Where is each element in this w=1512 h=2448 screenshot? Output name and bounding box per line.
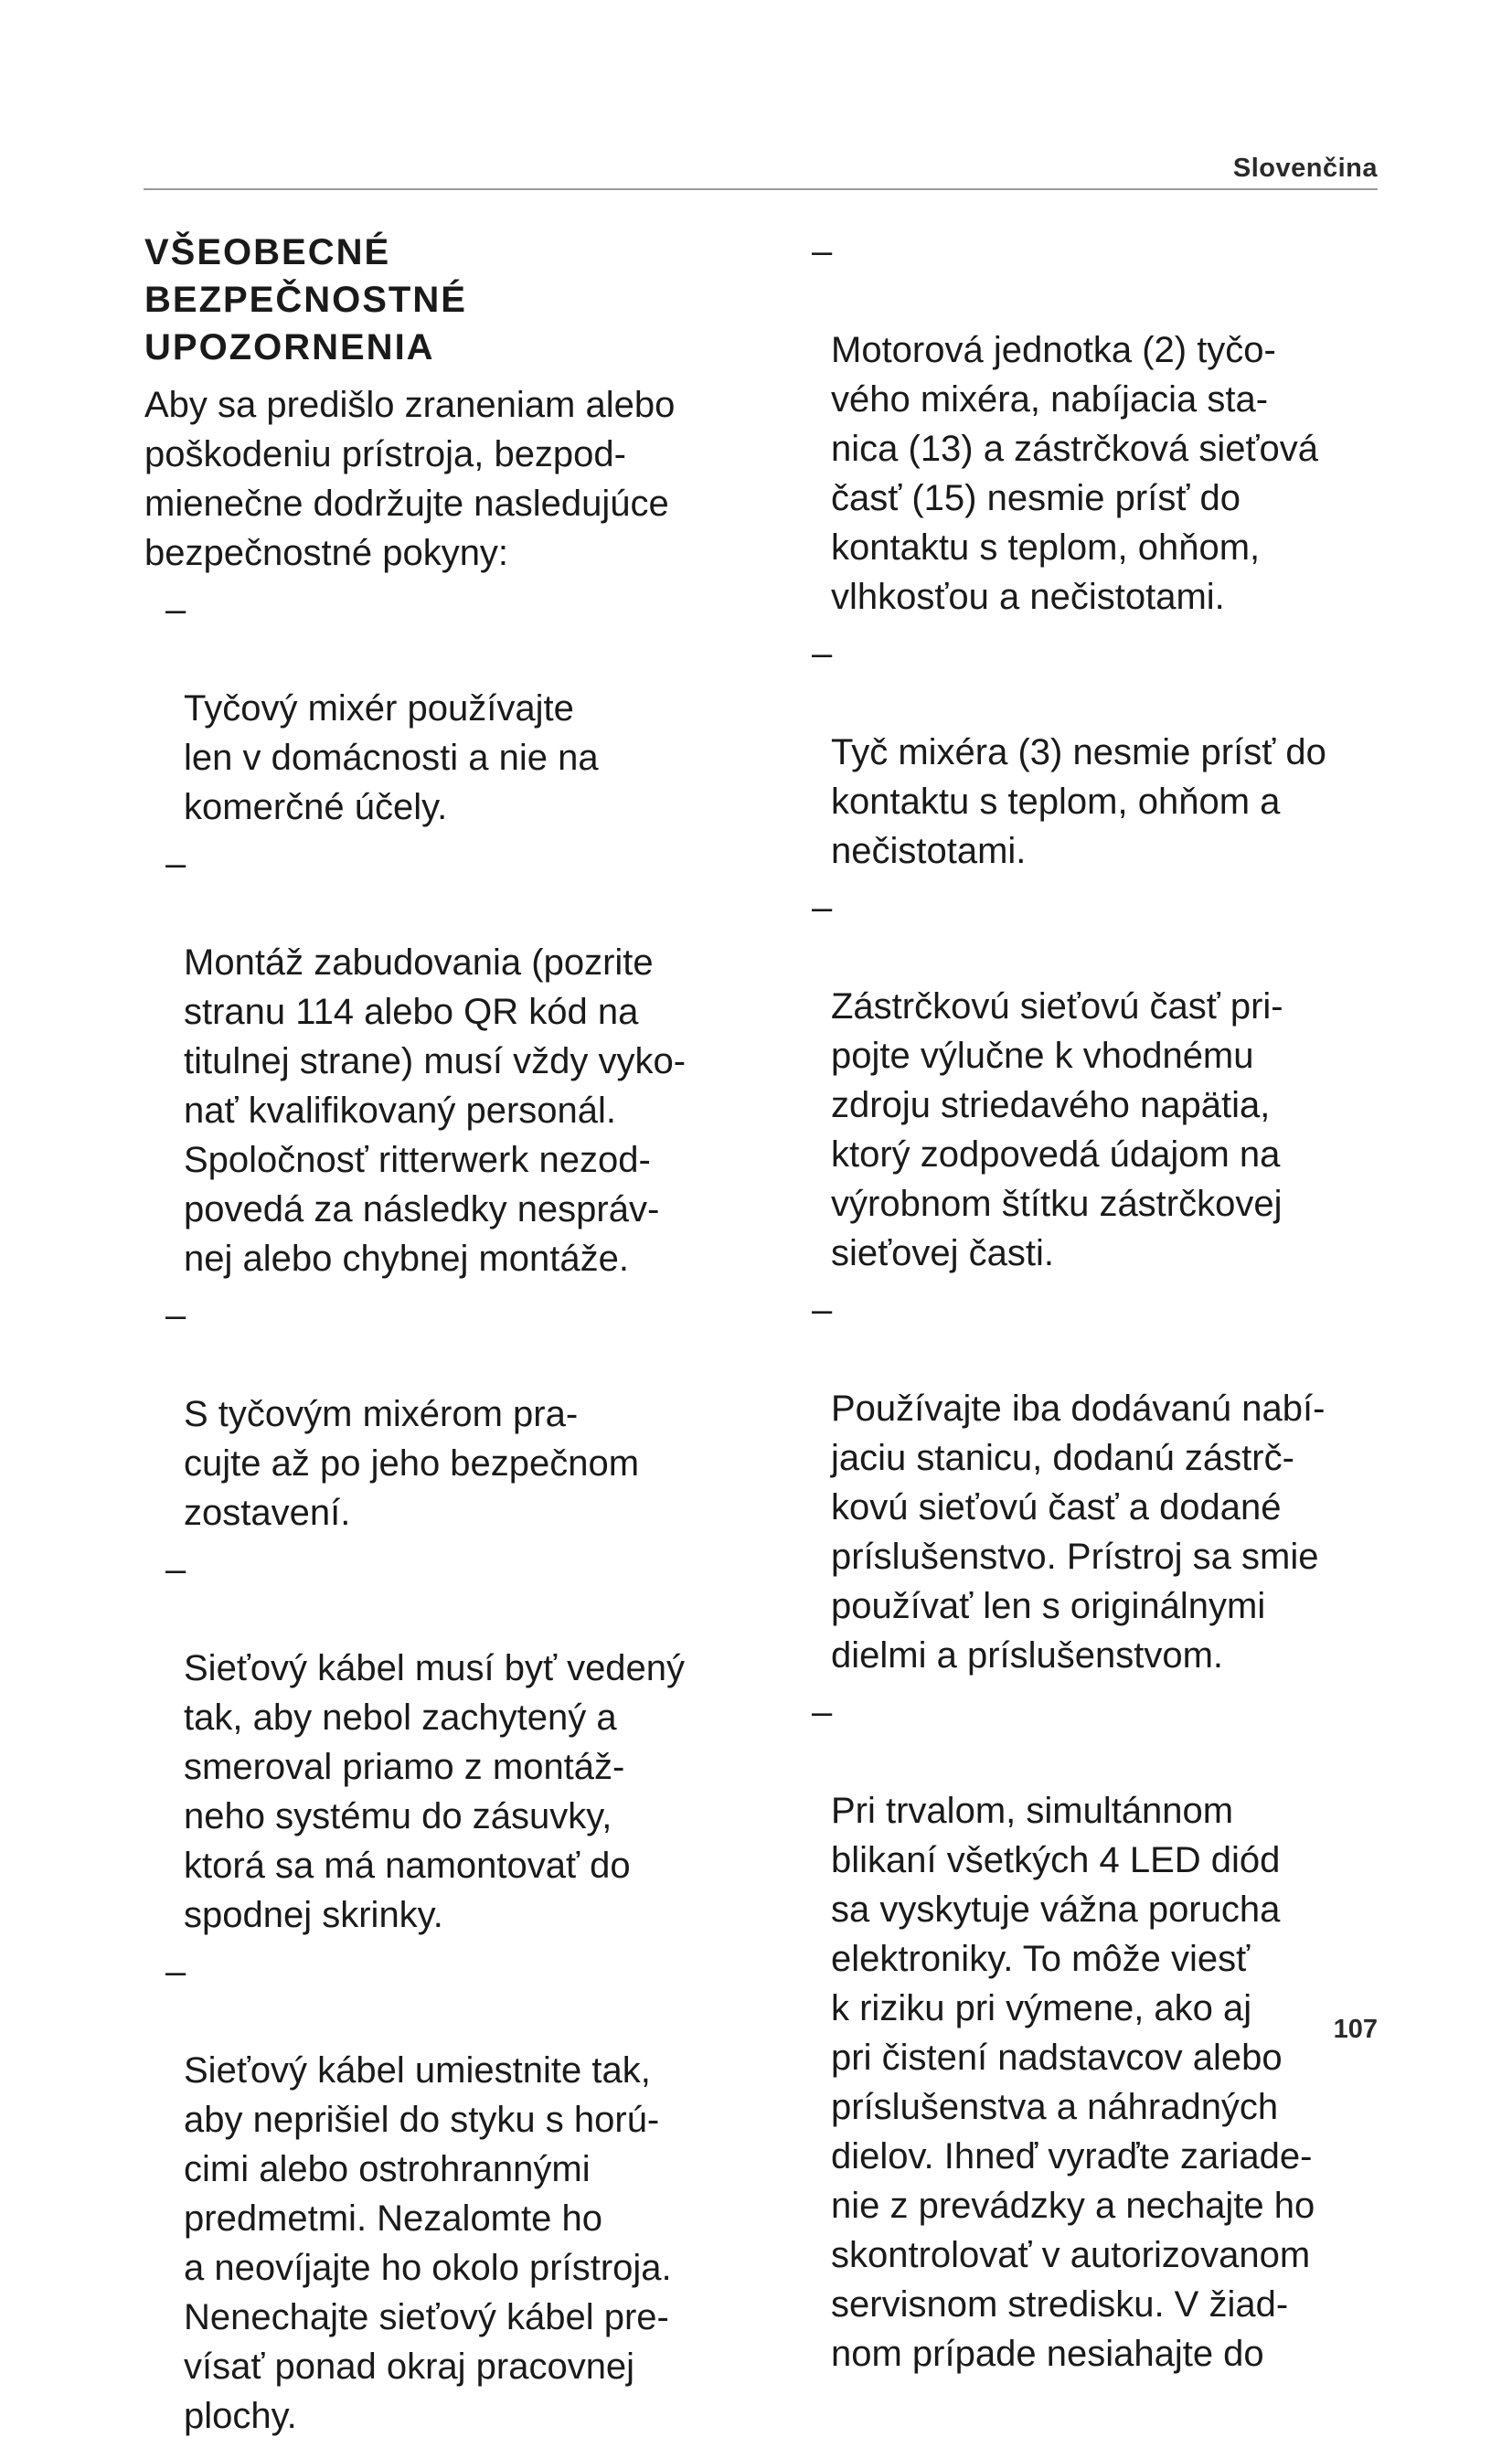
safety-item bbox=[812, 1285, 1397, 1680]
safety-item bbox=[144, 1545, 775, 1940]
bullet-dash: – bbox=[165, 590, 186, 630]
safety-item-text: Zástrčkovú sieťovú časť pri- pojte výlučne k vhodnému zdroju striedavého napätia, ktorý zodpovedá údajom na výrobnom štítku zástrčkovej sieťovej časti. bbox=[831, 986, 1283, 1273]
safety-item-text: Používajte iba dodávanú nabí- jaciu stanicu, dodanú zástrč- kovú sieťovú časť a dodané príslušenstvo. Prístroj sa smie používať len s originálnymi dielmi a príslušenstvom. bbox=[831, 1389, 1326, 1676]
header-language-label: Slovenčina bbox=[1232, 154, 1378, 183]
left-column bbox=[144, 219, 775, 2448]
page-number: 107 bbox=[1333, 2015, 1378, 2044]
bullet-dash: – bbox=[812, 231, 833, 271]
safety-item-text: Tyčový mixér používajte len v domácnosti a nie na komerčné účely. bbox=[184, 688, 599, 827]
safety-item bbox=[144, 585, 775, 832]
safety-item bbox=[144, 1947, 775, 2441]
safety-item-text: Motorová jednotka (2) tyčo- vého mixéra, nabíjacia sta- nica (13) a zástrčková sieťová časť (15) nesmie prísť do kontaktu s teplom, ohňom, vlhkosťou a nečistotami. bbox=[831, 330, 1319, 617]
safety-item-text: Montáž zabudovania (pozrite stranu 114 alebo QR kód na titulnej strane) musí vždy vyko- nať kvalifikovaný personál. Spoločnosť ritterwerk nezod- povedá za následky nespráv- nej alebo chybnej montáže. bbox=[184, 942, 687, 1279]
bullet-dash: – bbox=[165, 1952, 186, 1992]
safety-item-text: Tyč mixéra (3) nesmie prísť do kontaktu s teplom, ohňom a nečistotami. bbox=[831, 732, 1326, 871]
intro-paragraph: Aby sa predišlo zraneniam alebo poškodeniu prístroja, bezpod- mienečne dodržujte nasledujúce bezpečnostné pokyny: bbox=[144, 385, 676, 573]
bullet-dash: – bbox=[165, 844, 186, 884]
safety-item bbox=[812, 1687, 1397, 2379]
right-column bbox=[812, 219, 1397, 2386]
safety-item bbox=[144, 839, 775, 1283]
header-divider bbox=[144, 188, 1378, 190]
bullet-dash: – bbox=[812, 633, 833, 674]
safety-item-text: S tyčovým mixérom pra- cujte až po jeho bezpečnom zostavení. bbox=[184, 1394, 640, 1533]
bullet-dash: – bbox=[812, 1692, 833, 1732]
bullet-dash: – bbox=[812, 1290, 833, 1330]
safety-item bbox=[812, 629, 1397, 876]
safety-item bbox=[812, 227, 1397, 622]
bullet-dash: – bbox=[165, 1549, 186, 1590]
safety-item-text: Sieťový kábel umiestnite tak, aby neprišiel do styku s horú- cimi alebo ostrohrannými predmetmi. Nezalomte ho a neovíjajte ho okolo prístroja. Nenechajte sieťový kábel pre- vísať ponad okraj pracovnej plochy. bbox=[184, 2050, 672, 2436]
safety-item-text: Pri trvalom, simultánnom blikaní všetkých 4 LED diód sa vyskytuje vážna porucha elektroniky. To môže viesť k riziku pri výmene, ako aj pri čistení nadstavcov alebo príslušenstva a náhradných dielov. Ihneď vyraďte zariade- nie z prevádzky a nechajte ho skontrolovať v autorizovanom servisnom stredisku. V žiad- nom prípade nesiahajte do bbox=[831, 1791, 1315, 2374]
safety-item-text: Sieťový kábel musí byť vedený tak, aby nebol zachytený a smeroval priamo z montáž- neho systému do zásuvky, ktorá sa má namontovať do spodnej skrinky. bbox=[184, 1648, 686, 1935]
safety-item bbox=[144, 1291, 775, 1538]
bullet-dash: – bbox=[812, 888, 833, 928]
section-heading: VŠEOBECNÉ BEZPEČNOSTNÉ UPOZORNENIA bbox=[144, 232, 467, 367]
safety-item bbox=[812, 883, 1397, 1278]
bullet-dash: – bbox=[165, 1295, 186, 1336]
